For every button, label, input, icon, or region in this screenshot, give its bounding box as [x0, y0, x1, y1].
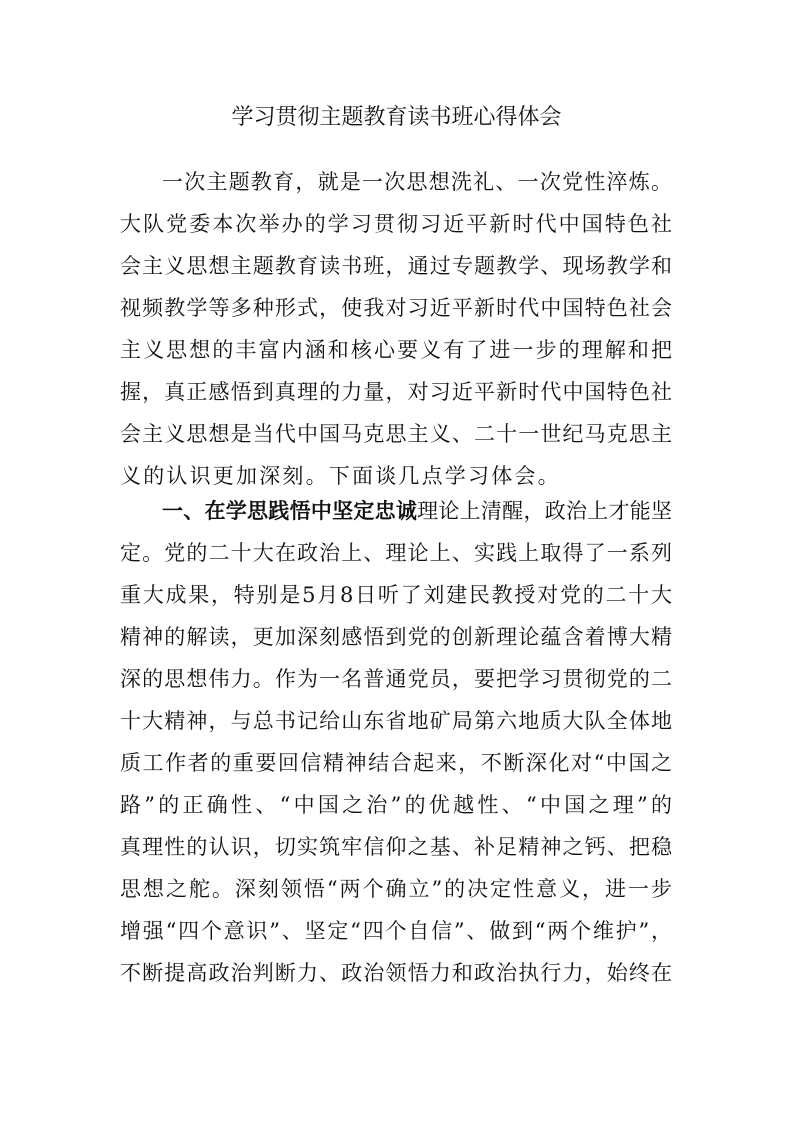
text-line: 思想之舵。深刻领悟“两个确立”的决定性意义，进一步 [120, 877, 672, 901]
text-line: 一次主题教育，就是一次思想洗礼、一次党性淬炼。 [162, 170, 672, 194]
text-line: 路”的正确性、“中国之治”的优越性、“中国之理”的 [120, 793, 672, 817]
text-line: 质工作者的重要回信精神结合起来，不断深化对“中国之 [120, 751, 672, 775]
text-line: 视频教学等多种形式，使我对习近平新时代中国特色社会 [120, 296, 672, 320]
text-line: 精神的解读，更加深刻感悟到党的创新理论蕴含着博大精 [120, 625, 672, 649]
paragraph-section-one [120, 490, 672, 994]
text-line-with-heading [120, 490, 672, 532]
document-title: 学习贯彻主题教育读书班心得体会 [231, 105, 562, 130]
text-line: 不断提高政治判断力、政治领悟力和政治执行力，始终在 [120, 961, 672, 985]
section-heading: 一、在学思践悟中坚定忠诚 [162, 499, 418, 523]
text-line: 义的认识更加深刻。下面谈几点学习体会。 [120, 464, 561, 488]
paragraph-intro [120, 161, 672, 497]
text-line: 深的思想伟力。作为一名普通党员，要把学习贯彻党的二 [120, 667, 672, 691]
text-line: 十大精神，与总书记给山东省地矿局第六地质大队全体地 [120, 709, 672, 733]
text-line: 主义思想的丰富内涵和核心要义有了进一步的理解和把 [120, 338, 672, 362]
text-line: 真理性的认识，切实筑牢信仰之基、补足精神之钙、把稳 [120, 835, 672, 859]
text-line: 定。党的二十大在政治上、理论上、实践上取得了一系列 [120, 541, 672, 565]
text-line: 会主义思想主题教育读书班，通过专题教学、现场教学和 [120, 254, 672, 278]
text-span: 理论上清醒，政治上才能坚 [417, 499, 673, 523]
text-line: 大队党委本次举办的学习贯彻习近平新时代中国特色社 [120, 212, 672, 236]
text-line: 会主义思想是当代中国马克思主义、二十一世纪马克思主 [120, 422, 672, 446]
text-line: 握，真正感悟到真理的力量，对习近平新时代中国特色社 [120, 380, 672, 404]
text-line: 重大成果，特别是5月8日听了刘建民教授对党的二十大 [120, 583, 672, 607]
text-line: 增强“四个意识”、坚定“四个自信”、做到“两个维护”， [120, 919, 672, 943]
